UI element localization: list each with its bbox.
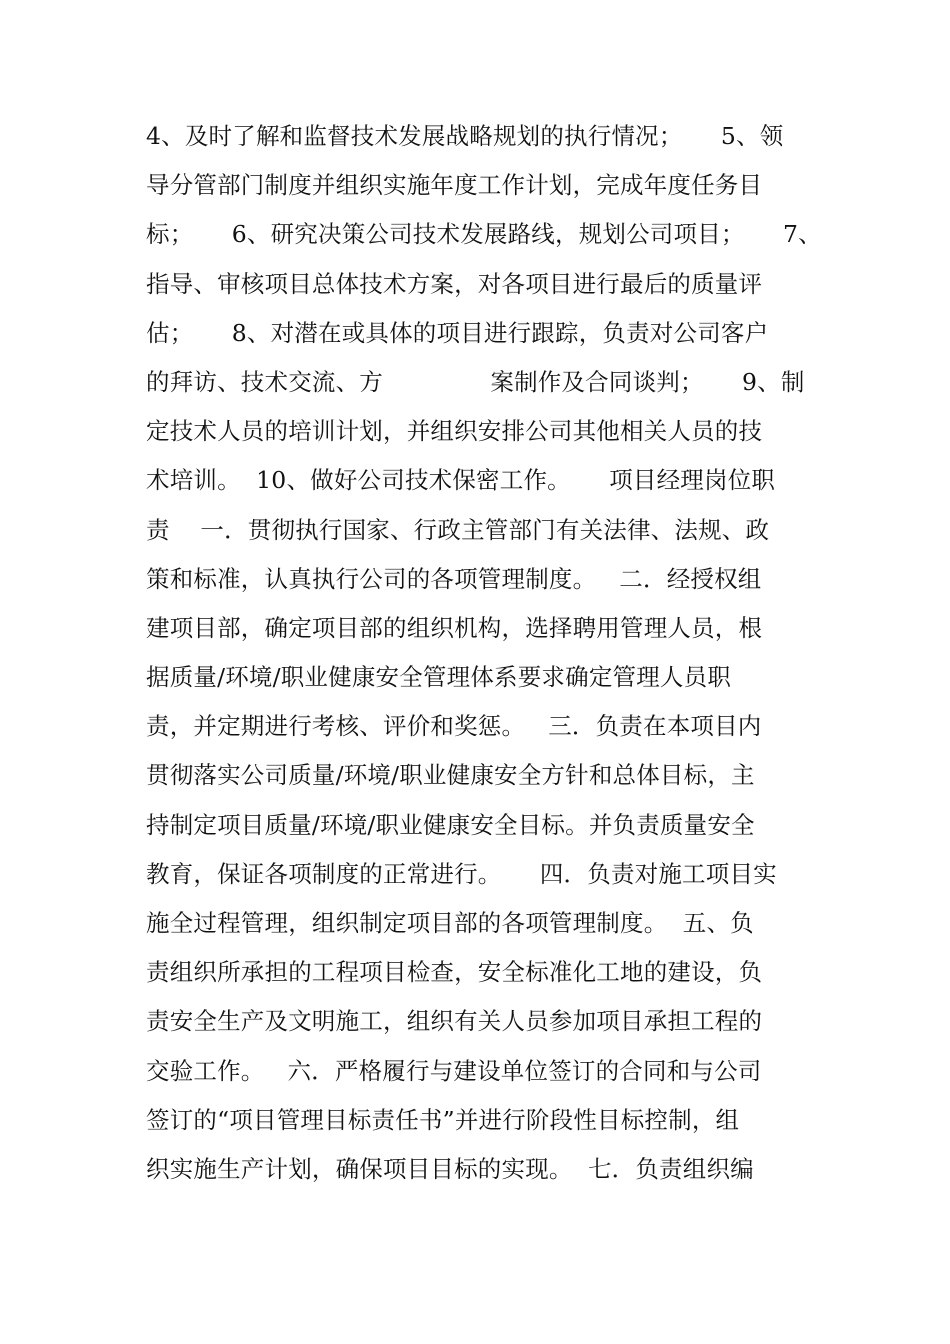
text-line-15: 持制定项目质量/环境/职业健康安全目标。并负责质量安全 <box>146 810 755 839</box>
text-line-11: 建项目部，确定项目部的组织机构，选择聘用管理人员，根 <box>146 613 763 642</box>
text-line-1: 4、及时了解和监督技术发展战略规划的执行情况； 5、领 <box>146 122 784 150</box>
text-line-22: 织实施生产计划，确保项目目标的实现。 七．负责组织编 <box>146 1154 754 1183</box>
body-text <box>146 112 826 1194</box>
text-line-12: 据质量/环境/职业健康安全管理体系要求确定管理人员职 <box>146 663 732 692</box>
text-line-14: 贯彻落实公司质量/环境/职业健康安全方针和总体目标，主 <box>146 761 755 790</box>
text-line-20: 交验工作。 六．严格履行与建设单位签订的合同和与公司 <box>146 1056 762 1085</box>
text-line-5: 估； 8、对潜在或具体的项目进行跟踪，负责对公司客户 <box>146 318 769 347</box>
text-line-10: 策和标准，认真执行公司的各项管理制度。 二．经授权组 <box>146 564 762 593</box>
text-line-19: 责安全生产及文明施工，组织有关人员参加项目承担工程的 <box>146 1007 763 1036</box>
text-line-2: 导分管部门制度并组织实施年度工作计划，完成年度任务目 <box>146 171 763 200</box>
text-line-8: 术培训。 10、做好公司技术保密工作。 项目经理岗位职 <box>146 466 776 495</box>
text-line-17: 施全过程管理，组织制定项目部的各项管理制度。 五、负 <box>146 909 754 937</box>
text-line-13: 责，并定期进行考核、评价和奖惩。 三．负责在本项目内 <box>146 712 762 741</box>
text-line-21: 签订的“项目管理目标责任书”并进行阶段性目标控制，组 <box>146 1105 740 1134</box>
text-line-7: 定技术人员的培训计划，并组织安排公司其他相关人员的技 <box>146 417 763 446</box>
text-line-16: 教育，保证各项制度的正常进行。 四．负责对施工项目实 <box>146 859 777 888</box>
text-line-4: 指导、审核项目总体技术方案，对各项目进行最后的质量评 <box>146 269 763 298</box>
text-line-6: 的拜访、技术交流、方 案制作及合同谈判； 9、制 <box>146 367 805 396</box>
text-line-3: 标； 6、研究决策公司技术发展路线，规划公司项目； 7、 <box>146 220 822 249</box>
text-line-18: 责组织所承担的工程项目检查，安全标准化工地的建设，负 <box>146 958 763 987</box>
text-line-9: 责 一．贯彻执行国家、行政主管部门有关法律、法规、政 <box>146 515 770 544</box>
